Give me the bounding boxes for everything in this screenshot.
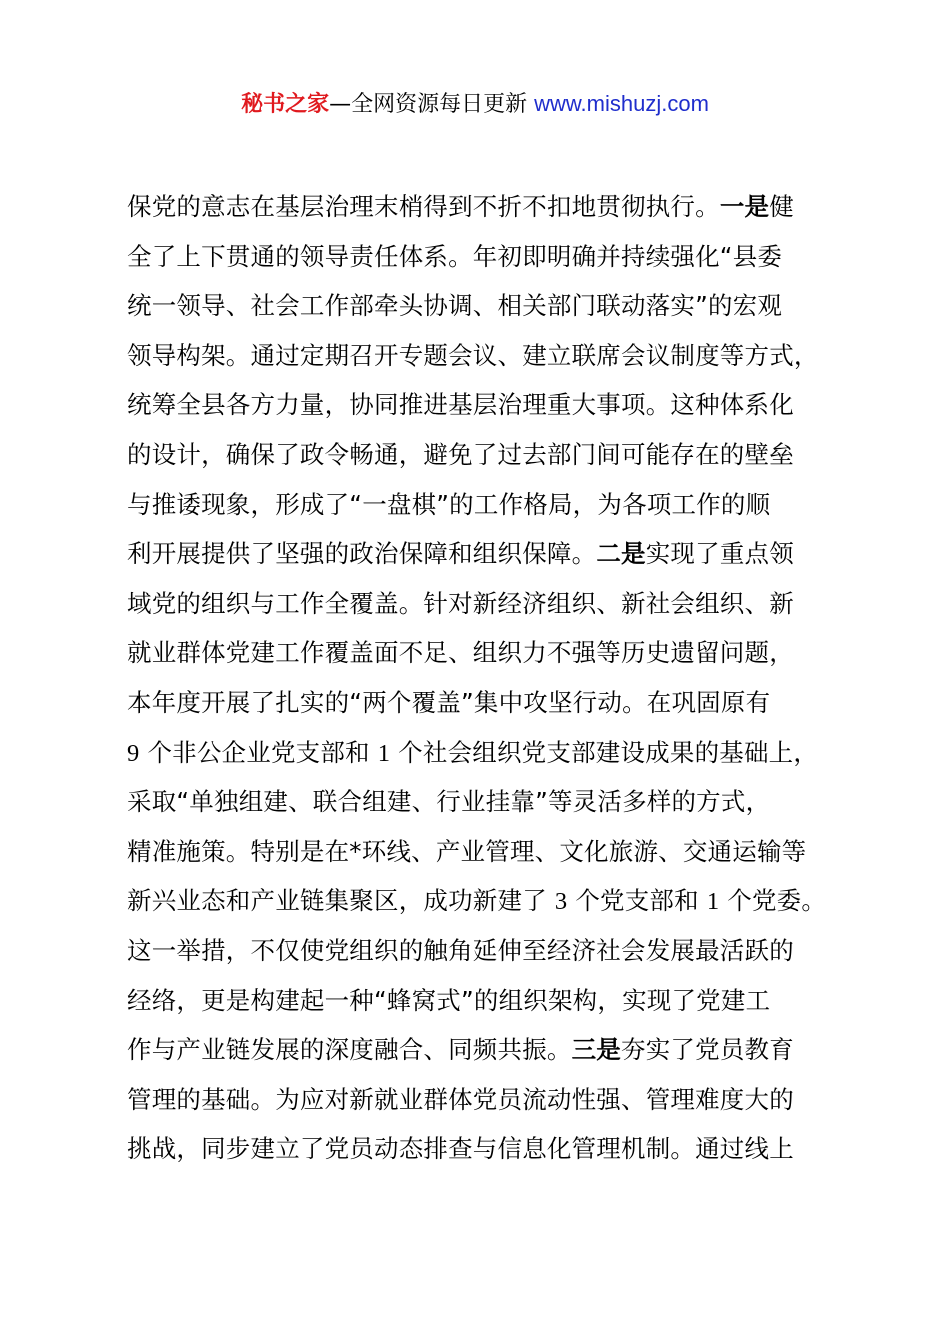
- number-text: 1: [706, 888, 720, 916]
- text-line: [127, 380, 847, 430]
- text-segment: 利开展提供了坚强的政治保障和组织保障。: [127, 539, 597, 569]
- text-segment: 全了上下贯通的领导责任体系。年初即明确并持续强化“县委: [127, 241, 783, 271]
- site-tagline: —全网资源每日更新: [329, 92, 535, 117]
- text-segment: 精准施策。特别是在*环线、产业管理、文化旅游、交通运输等: [127, 836, 807, 866]
- text-segment: 新兴业态和产业链集聚区，成功新建了: [127, 886, 555, 916]
- text-segment: 采取“单独组建、联合组建、行业挂靠”等灵活多样的方式，: [127, 787, 771, 817]
- document-body: [127, 182, 847, 1174]
- text-line: [127, 1124, 847, 1174]
- text-line: [127, 1075, 847, 1125]
- text-segment: 经络，更是构建起一种“蜂窝式”的组织架构，实现了党建工: [127, 985, 771, 1015]
- text-segment: 与推诿现象，形成了“一盘棋”的工作格局，为各项工作的顺: [127, 489, 771, 519]
- text-line: [127, 1025, 847, 1075]
- text-segment: 管理的基础。为应对新就业群体党员流动性强、管理难度大的: [127, 1084, 794, 1114]
- site-brand: 秘书之家: [241, 92, 330, 117]
- emphasis-label: 二是: [596, 539, 646, 569]
- text-line: [127, 827, 847, 877]
- text-line: [127, 926, 847, 976]
- text-segment: 个社会组织党支部建设成果的基础上，: [390, 737, 819, 767]
- text-segment: 实现了重点领: [645, 539, 794, 569]
- text-segment: 的设计，确保了政令畅通，避免了过去部门间可能存在的壁垒: [127, 439, 794, 469]
- text-segment: 域党的组织与工作全覆盖。针对新经济组织、新社会组织、新: [127, 588, 794, 618]
- text-line: [127, 628, 847, 678]
- text-line: [127, 777, 847, 827]
- text-segment: 统筹全县各方力量，协同推进基层治理重大事项。这种体系化: [127, 390, 794, 420]
- number-text: 9: [127, 739, 140, 767]
- text-segment: 夯实了党员教育: [621, 1035, 794, 1065]
- text-line: [127, 678, 847, 728]
- text-line: [127, 976, 847, 1026]
- emphasis-label: 三是: [571, 1035, 622, 1065]
- text-segment: 作与产业链发展的深度融合、同频共振。: [127, 1035, 572, 1065]
- text-line: [127, 331, 847, 381]
- text-line: [127, 529, 847, 579]
- emphasis-label: 一是: [719, 192, 770, 221]
- text-line: [127, 281, 847, 331]
- text-segment: 保党的意志在基层治理末梢得到不折不扣地贯彻执行。: [127, 192, 720, 221]
- site-url-link[interactable]: www.mishuzj.com: [534, 91, 709, 116]
- text-segment: 个非公企业党支部和: [139, 737, 378, 767]
- text-segment: 本年度开展了扎实的“两个覆盖”集中攻坚行动。在巩固原有: [127, 687, 771, 717]
- text-segment: 领导构架。通过定期召开专题会议、建立联席会议制度等方式，: [127, 340, 819, 370]
- text-line: [127, 182, 847, 232]
- text-segment: 挑战，同步建立了党员动态排查与信息化管理机制。通过线上: [127, 1134, 794, 1164]
- text-line: [127, 430, 847, 480]
- number-text: 1: [377, 739, 391, 767]
- text-line: [127, 480, 847, 530]
- site-header: [0, 88, 950, 121]
- text-line: [127, 728, 847, 778]
- text-segment: 个党支部和: [567, 886, 707, 916]
- text-line: [127, 876, 847, 926]
- text-segment: 健: [769, 192, 794, 221]
- text-segment: 个党委。: [719, 886, 827, 916]
- text-line: [127, 232, 847, 282]
- text-line: [127, 579, 847, 629]
- text-segment: 统一领导、社会工作部牵头协调、相关部门联动落实”的宏观: [127, 291, 783, 321]
- text-segment: 就业群体党建工作覆盖面不足、组织力不强等历史遗留问题，: [127, 638, 794, 668]
- text-segment: 这一举措，不仅使党组织的触角延伸至经济社会发展最活跃的: [127, 935, 794, 965]
- number-text: 3: [554, 888, 568, 916]
